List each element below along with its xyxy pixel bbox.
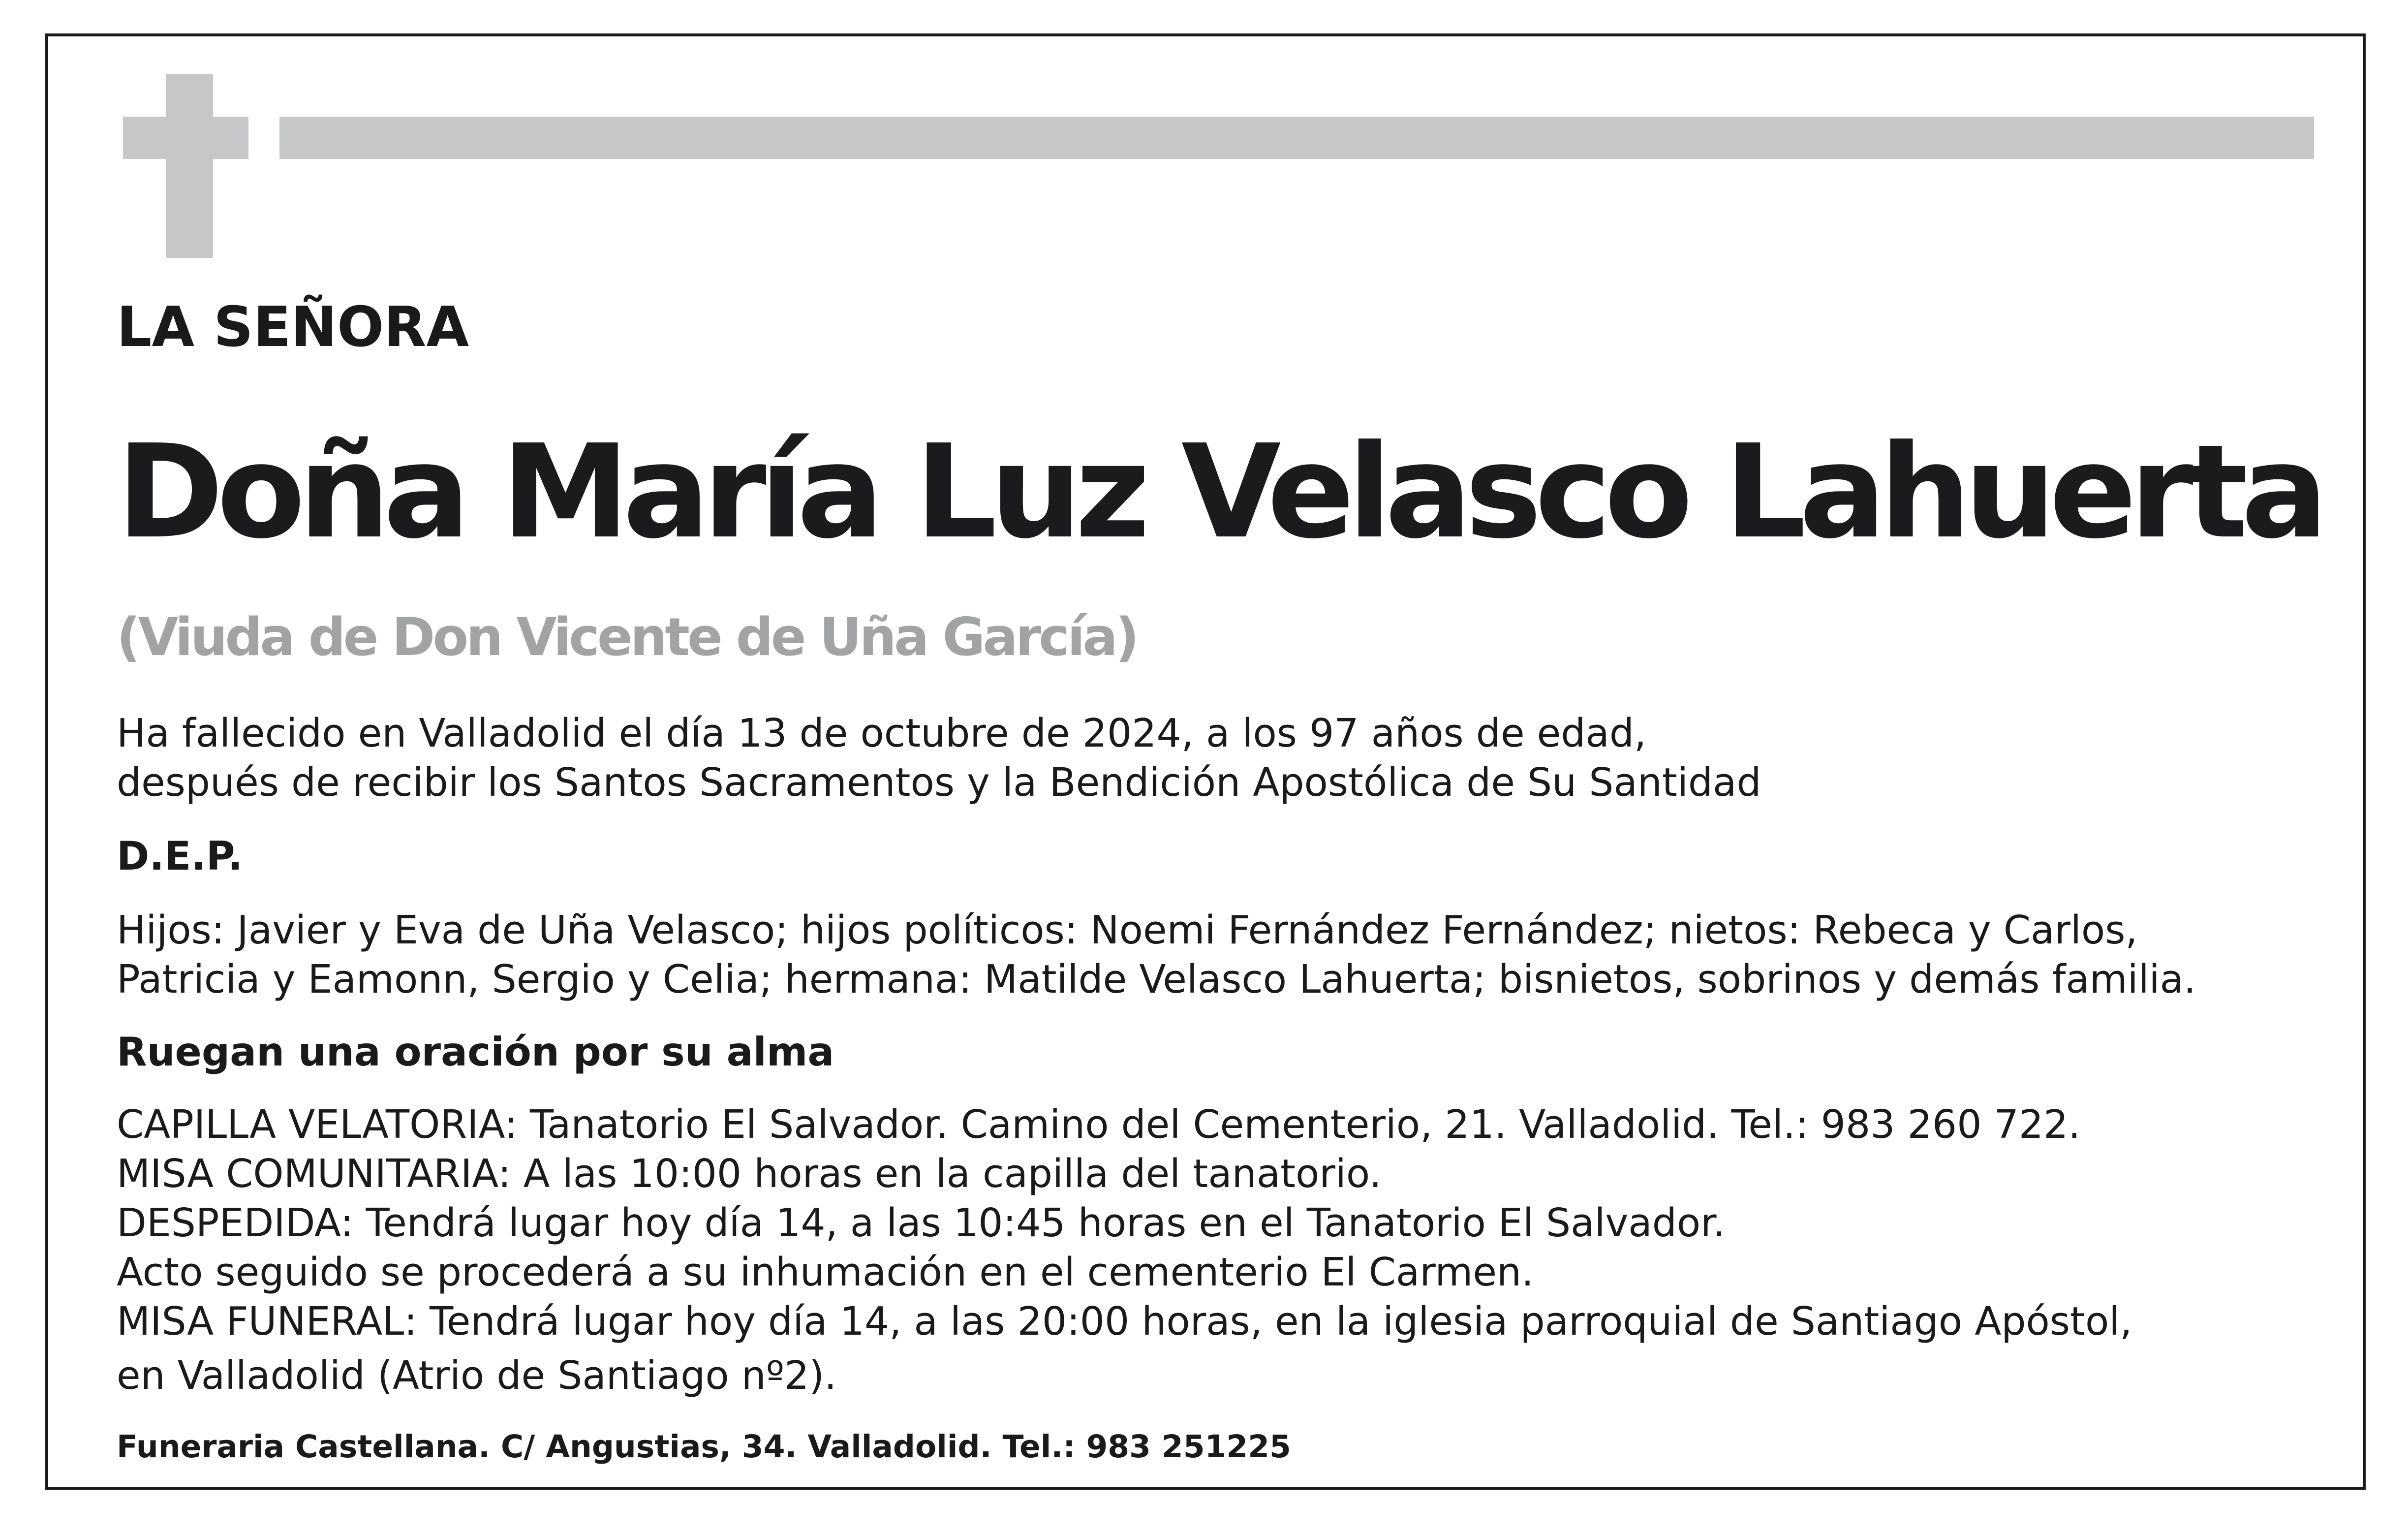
death-line-1: Ha fallecido en Valladolid el día 13 de octubre de 2024, a los 97 años de edad, [117,711,1647,756]
dep-line: D.E.P. [117,833,243,879]
cross-vertical-bar [166,74,213,258]
death-line-2: después de recibir los Santos Sacramentos y la Bendición Apostólica de Su Santidad [117,760,1761,805]
header-rule [279,117,2314,159]
family-line-1: Hijos: Javier y Eva de Uña Velasco; hijos políticos: Noemi Fernández Fernández; nietos: Rebeca y Carlos, [117,908,2138,953]
funeral-home-line: Funeraria Castellana. C/ Angustias, 34. Valladolid. Tel.: 983 251225 [117,1429,1291,1465]
service-line-burial: Acto seguido se procederá a su inhumación en el cementerio El Carmen. [117,1250,1534,1295]
service-line-funeral-mass: MISA FUNERAL: Tendrá lugar hoy día 14, a las 20:00 horas, en la iglesia parroquial de Santiago Apóstol, [117,1299,2132,1344]
family-line-2: Patricia y Eamonn, Sergio y Celia; hermana: Matilde Velasco Lahuerta; bisnietos, sobrinos y demás familia. [117,957,2196,1002]
service-line-chapel: CAPILLA VELATORIA: Tanatorio El Salvador. Camino del Cementerio, 21. Valladolid. Tel.: 983 260 722. [117,1102,2081,1147]
title-prefix: LA SEÑORA [117,295,469,359]
service-line-location: en Valladolid (Atrio de Santiago nº2). [117,1353,837,1398]
service-line-farewell: DESPEDIDA: Tendrá lugar hoy día 14, a las 10:45 horas en el Tanatorio El Salvador. [117,1200,1726,1246]
prayer-line: Ruegan una oración por su alma [117,1029,834,1075]
deceased-name: Doña María Luz Velasco Lahuerta [117,417,2321,567]
cross-horizontal-bar [123,117,248,159]
widow-line: (Viuda de Don Vicente de Uña García) [117,607,1137,667]
service-line-community-mass: MISA COMUNITARIA: A las 10:00 horas en la capilla del tanatorio. [117,1151,1382,1196]
